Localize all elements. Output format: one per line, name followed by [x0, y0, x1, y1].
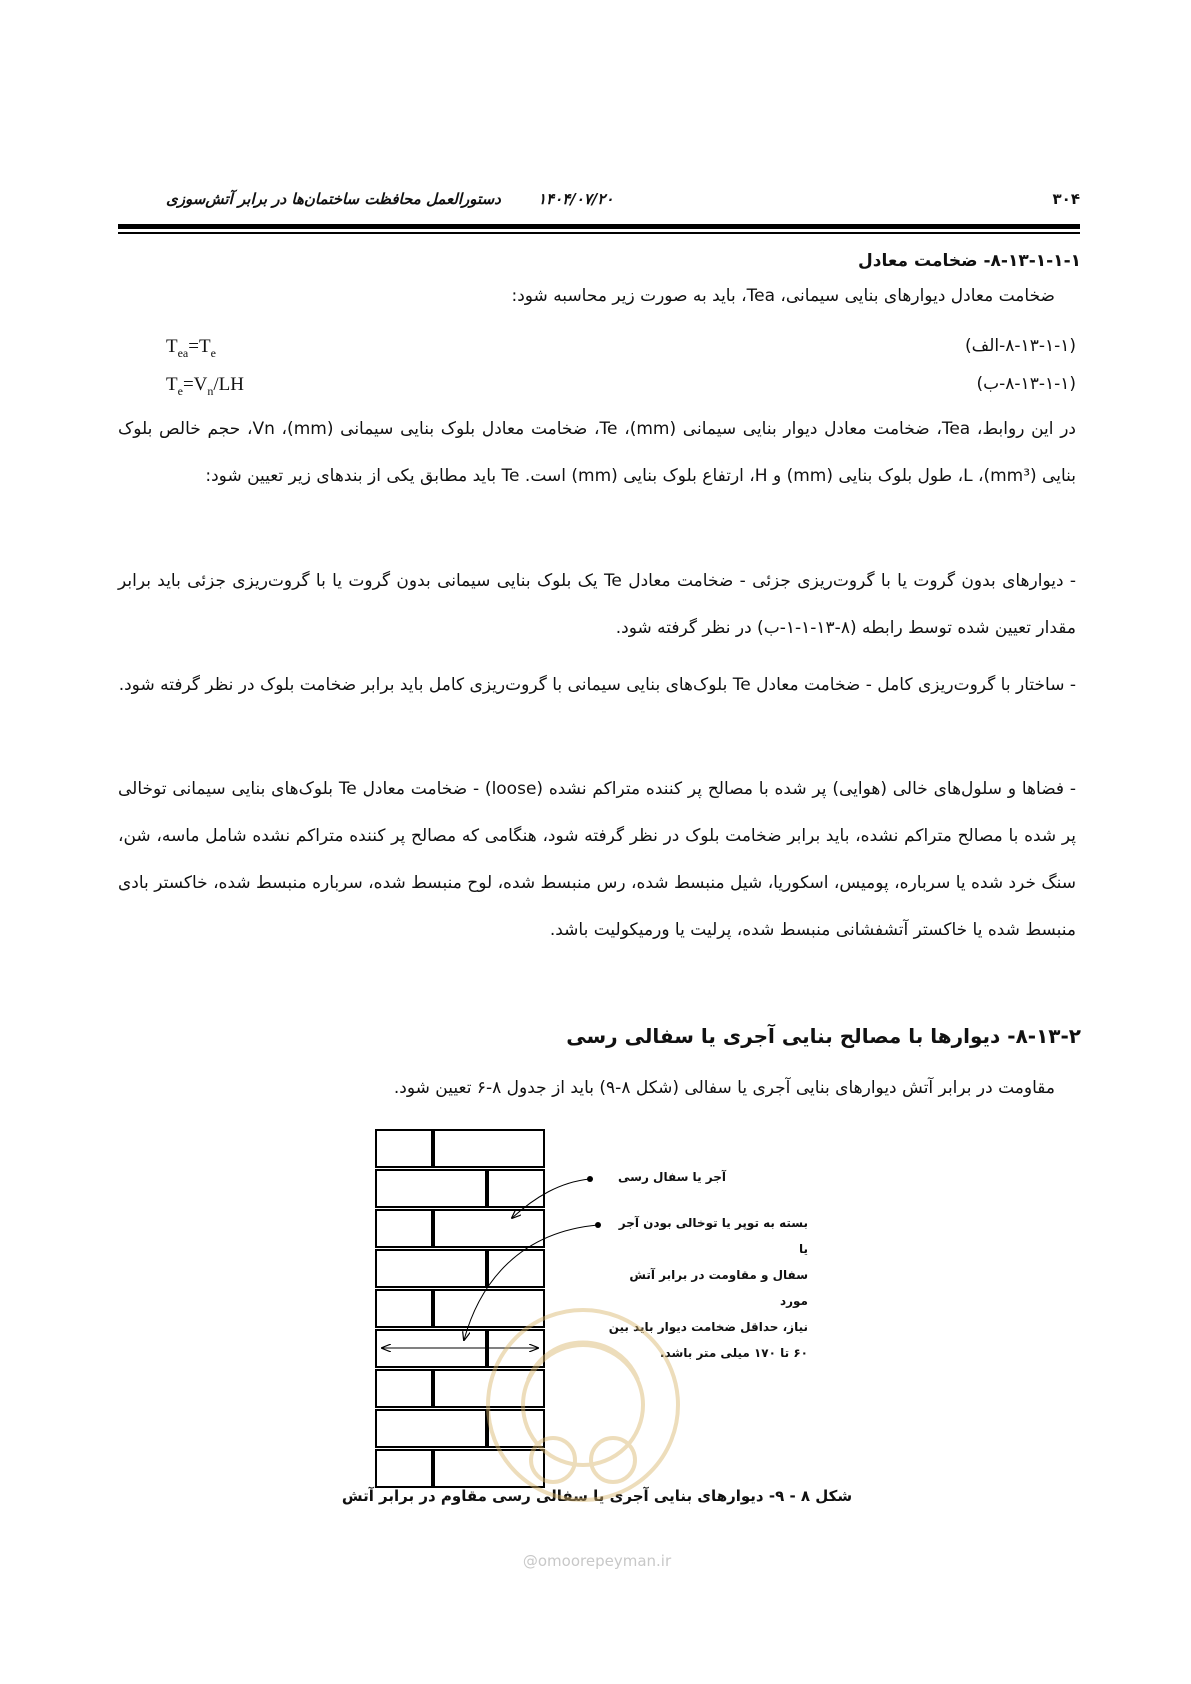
header-date: ۱۴۰۴/۰۷/۲۰: [538, 190, 614, 208]
watermark-site: @omoorepeyman.ir: [522, 1552, 672, 1570]
running-header: [118, 188, 1080, 214]
equation-a-formula: $T_{ea}=T_e$: [166, 336, 216, 360]
section-intro: ضخامت معادل دیوارهای بنایی سیمانی، Tea، باید به صورت زیر محاسبه شود:: [511, 286, 1055, 306]
header-rule-thick: [118, 224, 1080, 229]
equation-b-label: (۸-۱۳-۱-۱-ب): [976, 374, 1076, 394]
page-number: ۳۰۴: [1052, 190, 1080, 208]
equation-b-formula: $T_e=V_n/LH$: [166, 374, 244, 398]
note-line: ۶۰ تا ۱۷۰ میلی متر باشد.: [659, 1346, 808, 1360]
watermark-seal-logo: [468, 1290, 698, 1520]
header-title: دستورالعمل محافظت ساختمان‌ها در برابر آتش‌سوزی: [166, 190, 501, 208]
section-heading-clay-masonry: ۸-۱۳-۲- دیوارها با مصالح بنایی آجری یا سفالی رسی: [566, 1024, 1081, 1048]
figure-caption: شکل ۸ - ۹- دیوارهای بنایی آجری یا سفالی رسی مقاوم در برابر آتش: [341, 1487, 853, 1505]
bullet-full-grout: - ساختار با گروت‌ریزی کامل - ضخامت معادل Te بلوک‌های بنایی سیمانی با گروت‌ریزی کامل باید برابر ضخامت بلوک در نظر گرفته شود.: [118, 675, 1076, 695]
bullet-loose-fill: - فضاها و سلول‌های خالی (هوایی) پر شده با مصالح پر کننده متراکم نشده (loose) - ضخامت معادل Te بلوک‌های بنایی سیمانی توخالی پر شده با مصالح متراکم نشده، باید برابر ضخامت بلوک در نظر گرفته شود، هنگامی که مصالح پر کننده متراکم نشده شامل ماسه، شن، سنگ خرد شده یا سرباره، پومیس، اسکوریا، شیل منبسط شده، رس منبسط شده، لوح منبسط شده، سرباره منبسط شده، خاکستر بادی منبسط شده یا خاکستر آتشفشانی منبسط شده، پرلیت یا ورمیکولیت باشد.: [118, 779, 1077, 940]
note-line: بسته به توپر یا توخالی بودن آجر یا: [618, 1216, 808, 1256]
note-line: نیاز، حداقل ضخامت دیوار باید بین: [608, 1320, 808, 1334]
section-heading-equivalent-thickness: ۸-۱۳-۱-۱-۱- ضخامت معادل: [858, 251, 1081, 271]
label-clay-brick: آجر یا سفال رسی: [618, 1170, 726, 1184]
equation-a-label: (۸-۱۳-۱-۱-الف): [965, 336, 1076, 356]
header-rule-thin: [118, 232, 1080, 234]
equation-a: [118, 336, 1076, 366]
section-2-intro: مقاومت در برابر آتش دیوارهای بنایی آجری یا سفالی (شکل ۸-۹) باید از جدول ۸-۶ تعیین شود.: [393, 1078, 1055, 1098]
note-line: سفال و مقاومت در برابر آتش مورد: [629, 1268, 808, 1308]
definitions-paragraph: در این روابط، Tea، ضخامت معادل دیوار بنایی سیمانی (mm)، Te، ضخامت معادل بلوک بنایی سیمانی (mm)، Vn، حجم خالص بلوک بنایی (mm³)، L، طول بلوک بنایی (mm) و H، ارتفاع بلوک بنایی (mm) است. Te باید مطابق یکی از بندهای زیر تعیین شود:: [118, 419, 1076, 486]
bullet-partial-grout: - دیوارهای بدون گروت یا با گروت‌ریزی جزئی - ضخامت معادل Te یک بلوک بنایی سیمانی بدون گروت یا با گروت‌ریزی جزئی باید برابر مقدار تعیین شده توسط رابطه (۸-۱۳-۱-۱-ب) در نظر گرفته شود.: [118, 571, 1076, 638]
equation-b: [118, 374, 1076, 404]
